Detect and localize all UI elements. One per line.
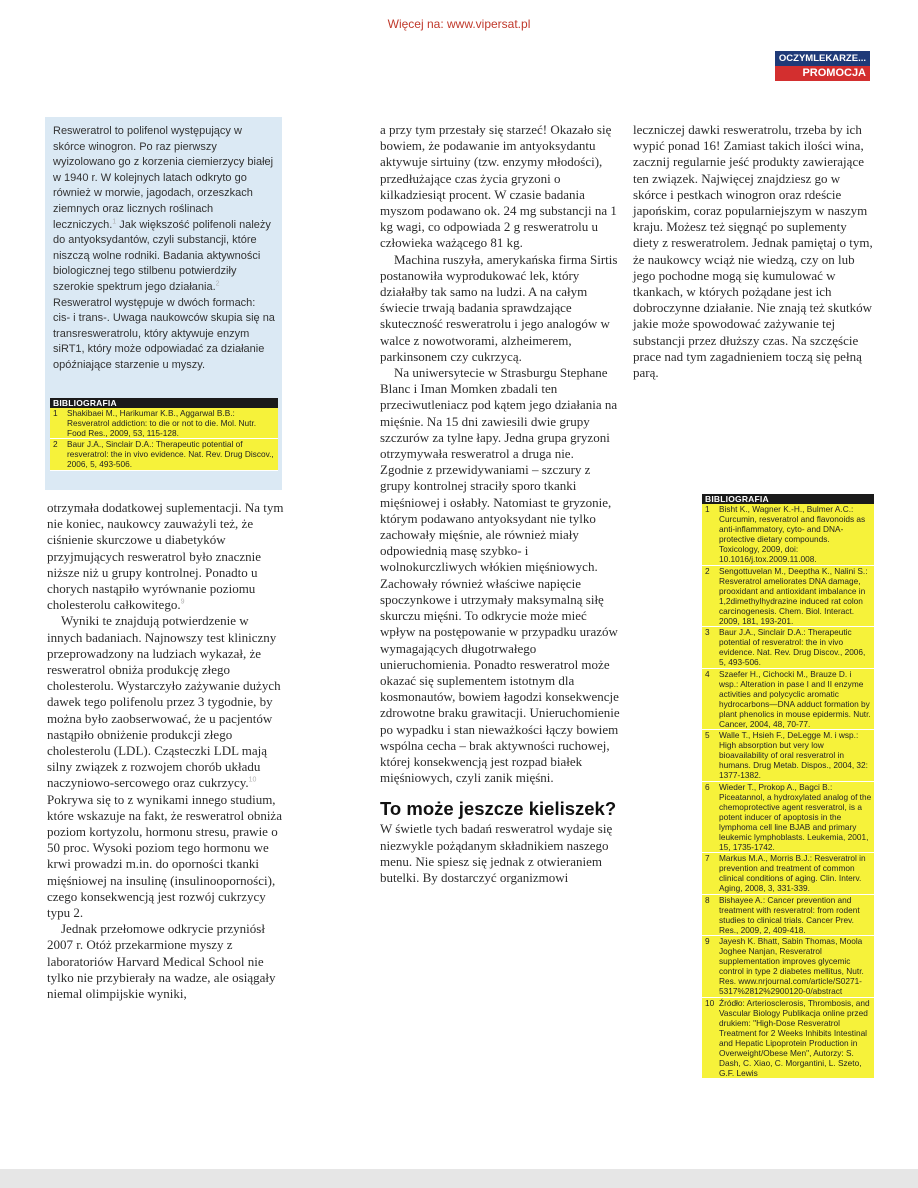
bibliography-item	[702, 895, 874, 936]
badge-line1: OCZYMLEKARZE...	[775, 51, 870, 66]
paragraph: Jednak przełomowe odkrycie przyniósł 2007 r. Otóż przekarmione myszy z laboratoriów Harvard Medical School nie tylko nie przybierały na wadze, ale osiągały niemal olimpijskie wyniki,	[47, 921, 276, 1002]
footnote-ref: 2	[215, 280, 220, 288]
bib-text: Bisht K., Wagner K.-H., Bulmer A.C.: Curcumin, resveratrol and flavonoids as anti-inflammatory, cyto- and DNA-protective dietary compounds. Toxicology, 2009, doi: 10.1016/j.tox.2009.11.008.	[719, 504, 866, 565]
bib-num: 9	[705, 935, 710, 946]
bibliography-small	[50, 398, 278, 471]
paragraph	[47, 500, 287, 613]
bibliography-item	[702, 853, 874, 894]
bib-num: 8	[705, 894, 710, 905]
paragraph: a przy tym przestały się starzeć! Okazało się bowiem, że podawanie im antyoksydantu aktywuje sirtuiny (tzw. enzymy młodości), przedłużające czas życia gryzoni o kilkadziesiąt procent. W czasie badania myszom podawano ok. 24 mg substancji na 1 kg wagi, co odpowiada 2 g resweratrolu u człowieka ważącego 81 kg.	[380, 122, 617, 251]
bibliography-item	[702, 782, 874, 854]
paragraph: W świetle tych badań resweratrol wydaje się niezwykle pożądanym składnikiem naszego menu. Nie spiesz się jednak z otwieraniem butelki. By dostarczyć organizmowi	[380, 821, 613, 885]
bib-text: Markus M.A., Morris B.J.: Resveratrol in prevention and treatment of common clinical conditions of aging. Clin. Interv. Aging, 2008, 3, 331-339.	[719, 853, 866, 894]
bib-num: 1	[705, 504, 710, 514]
bibliography-item	[50, 408, 278, 439]
bibliography-large	[702, 494, 874, 1079]
paragraph	[47, 613, 287, 791]
bib-text: Wieder T., Prokop A., Bagci B.: Piceatannol, a hydroxylated analog of the chemoprotective agent resveratrol, is a potent inducer of apoptosis in the lymphoma cell line BJAB and primary leukemic lymphoblasts. Leukemia, 2001, 15, 1735-1742.	[719, 781, 872, 853]
column-2	[380, 122, 620, 886]
bibliography-item	[702, 936, 874, 998]
section-badge	[775, 51, 870, 81]
footnote-ref: 10	[248, 777, 257, 785]
column-3	[633, 122, 873, 381]
paragraph-text: Wyniki te znajdują potwierdzenie w innych badaniach. Najnowszy test kliniczny przeprowadzony na ludziach wykazał, że resweratrol obniża produkcję złego cholesterolu. Wystarczyło zażywanie dużych dawek tego polifenolu przez 3 tygodnie, by można było zaobserwować, że u pacjentów nastąpiło obniżenie produkcji złego cholesterolu (LDL). Cząsteczki LDL mają silny związek z rozwojem chorób układu naczyniowo-sercowego oraz cukrzycy.	[47, 613, 281, 791]
bibliography-item	[702, 669, 874, 731]
paragraph: Pokrywa się to z wynikami innego studium, które wskazuje na fakt, że resweratrol obniża poziom kortyzolu, hormonu stresu, prawie o 50 proc. Wysoki poziom tego hormonu we krwi prowadzi m.in. do oporności tkanki mięśniowej na insulinę (insulinooporności), czego konsekwencją jest rozwój cukrzycy typu 2.	[47, 791, 282, 921]
bibliography-item	[702, 504, 874, 566]
info-text-2: Jak większość polifenoli należy do antyoksydantów, czyli substancji, które niszczą wolne rodniki. Badania aktywności biologicznej tego stilbenu potwierdziły szerokie spektrum jego działania.	[53, 218, 271, 293]
bibliography-item	[702, 998, 874, 1080]
bib-text: Bishayee A.: Cancer prevention and treatment with resveratrol: from rodent studies to clinical trials. Cancer Prev. Res., 2009, 2, 409-418.	[719, 894, 860, 935]
paragraph-text: otrzymała dodatkowej suplementacji. Na tym nie koniec, naukowcy zauważyli też, że ciśnienie skurczowe u diabetyków przyjmujących resweratrol było znacznie niższe niż u grupy kontrolnej. Ponadto u chorych nastąpiło wyrównanie poziomu cholesterolu całkowitego.	[47, 500, 284, 613]
bibliography-item	[702, 566, 874, 628]
bibliography-title: BIBLIOGRAFIA	[702, 494, 874, 504]
bib-text: Walle T., Hsieh F., DeLegge M. i wsp.: High absorption but very low bioavailability of oral resveratrol in humans. Drug Metab. Dispos., 2004, 32: 1377-1382.	[719, 730, 868, 781]
paragraph: leczniczej dawki resweratrolu, trzeba by ich wypić ponad 16! Zamiast takich ilości wina, zacznij regularnie jeść produkty zawierające ten związek. Najwięcej znajdziesz go w skórce i pestkach winogron oraz rdeście japońskim, coraz popularniejszym w naszym kraju. Możesz też sięgnąć po suplementy diety z resweratrolem. Jednak pamiętaj o tym, że naukowcy wciąż nie wiedzą, czy on lub jego pochodne mogą się kumulować w tkankach, w których pożądane jest ich dobroczynne działanie. Nie znają też skutków jakie może spowodować zażywanie tej substancji przez dłuższy czas. Na szczęście prace nad tym zagadnieniem toczą się pełną parą.	[633, 122, 873, 381]
bibliography-title: BIBLIOGRAFIA	[50, 398, 278, 408]
bib-text: Jayesh K. Bhatt, Sabin Thomas, Moola Joghee Nanjan, Resveratrol supplementation improves glycemic control in type 2 diabetes mellitus, Nutr. Res. www.nrjournal.com/article/S0271-5317%2812%2900120-0/abstract	[719, 935, 864, 997]
bib-text: Szaefer H., Cichocki M., Brauze D. i wsp.: Alteration in pase I and II enzyme activities and polycyclic aromatic hydrocarbons—DNA adduct formation by plant phenolics in mouse epidermis. Nutr. Cancer, 2004, 48, 70-77.	[719, 668, 871, 729]
bib-num: 4	[705, 668, 710, 679]
source-line[interactable]: Więcej na: www.vipersat.pl	[387, 17, 531, 31]
bib-text: Źródło: Arteriosclerosis, Thrombosis, and Vascular Biology Publikacja online przed drukiem: "High-Dose Resveratrol Treatment for 2 Weeks Inhibits Intestinal and Hepatic Lipoprotein Production in Overweight/Obese Men", Autorzy: S. Dash, C. Xiao, C. Morgantini, L. Szeto, G.F. Lewis	[719, 997, 870, 1079]
bib-num: 1	[53, 408, 58, 418]
bib-num: 3	[705, 627, 710, 638]
bibliography-item	[702, 730, 874, 781]
footnote-ref: 9	[180, 598, 185, 606]
bib-num: 10	[705, 997, 715, 1008]
bib-num: 7	[705, 853, 710, 864]
page-bottom-strip	[0, 1169, 918, 1188]
bib-num: 2	[705, 565, 710, 576]
bib-text: Baur J.A., Sinclair D.A.: Therapeutic potential of resveratrol: the in vivo evidence. Nat. Rev. Drug Discov., 2006, 5, 493-506.	[719, 627, 866, 668]
bib-text: Shakibaei M., Harikumar K.B., Aggarwal B.B.: Resveratrol addiction: to die or not to die. Mol. Nutr. Food Res., 2009, 53, 115-128.	[67, 408, 257, 439]
paragraph: Machina ruszyła, amerykańska firma Sirtis postanowiła wyprodukować lek, który działałby tak samo na ludzi. A na całym świecie trwają badania sprawdzające skuteczność resweratrolu i jego analogów w walce z nowotworami, alzheimerem, parkinsonem czy cukrzycą.	[380, 251, 618, 364]
bibliography-item	[50, 439, 278, 470]
bib-num: 2	[53, 439, 58, 450]
section-heading: To może jeszcze kieliszek?	[380, 798, 617, 820]
bibliography-item	[702, 627, 874, 668]
bib-text: Sengottuvelan M., Deeptha K., Nalini S.: Resveratrol ameliorates DNA damage, prooxidant and antioxidant imbalance in 1,2dimethylhydrazine induced rat colon carcinogenesis. Chem. Biol. Interact. 2009, 181, 193-201.	[719, 565, 868, 627]
bib-text: Baur J.A., Sinclair D.A.: Therapeutic potential of resveratrol: the in vivo evidence. Nat. Rev. Drug Discov., 2006, 5, 493-506.	[67, 439, 274, 470]
badge-line2: PROMOCJA	[775, 66, 870, 81]
info-box-text	[53, 124, 275, 374]
paragraph: Na uniwersytecie w Strasburgu Stephane Blanc i Iman Momken zbadali ten przeciwutleniacz pod kątem jego działania na mięśnie. Na 15 dni zawiesili dwie grupy szczurów za tylne łapy. Jedna grupa gryzoni otrzymywała resweratrol a druga nie. Zgodnie z przewidywaniami – szczury z grupy kontrolnej straciły sporo tkanki mięśniowej i osłabły. Natomiast te gryzonie, którym podawano antyoksydant nie tylko zachowały mięśnie, ale również miały odpowiednią masę szybko- i wolnokurczliwych włókien mięśniowych. Zachowały również właściwe napięcie spoczynkowe i utrzymały maksymalną siłę skurczu mięśni. To odkrycie może mieć wpływ na postępowanie w przypadku urazów wymagających długotrwałego unieruchomienia. Ponadto resweratrol może okazać się suplementem istotnym dla kosmonautów, bowiem łagodzi konsekwencje zdrowotne braku grawitacji. Unieruchomienie po wypadku i stan nieważkości łączy bowiem wspólna cecha – brak aktywności ruchowej, której konsekwencją jest rozpad białek mięśniowych, czyli zanik mięśni.	[380, 365, 620, 786]
footnote-ref: 1	[112, 217, 117, 225]
bib-num: 6	[705, 781, 710, 792]
info-text-1: Resweratrol to polifenol występujący w skórce winogron. Po raz pierwszy wyizolowano go z korzenia ciemierzycy białej w 1940 r. W kolejnych latach odkryto go również w morwie, jagodach, orzeszkach ziemnych oraz licznych roślinach leczniczych.	[53, 125, 274, 231]
column-1	[47, 500, 287, 1002]
bib-num: 5	[705, 730, 710, 741]
info-text-3: Resweratrol występuje w dwóch formach: cis- i trans-. Uwaga naukowców skupia się na transresweratrolu, który aktywuje enzym siRT1, który może odpowiadać za działanie opóźniające starzenie u myszy.	[53, 296, 275, 371]
